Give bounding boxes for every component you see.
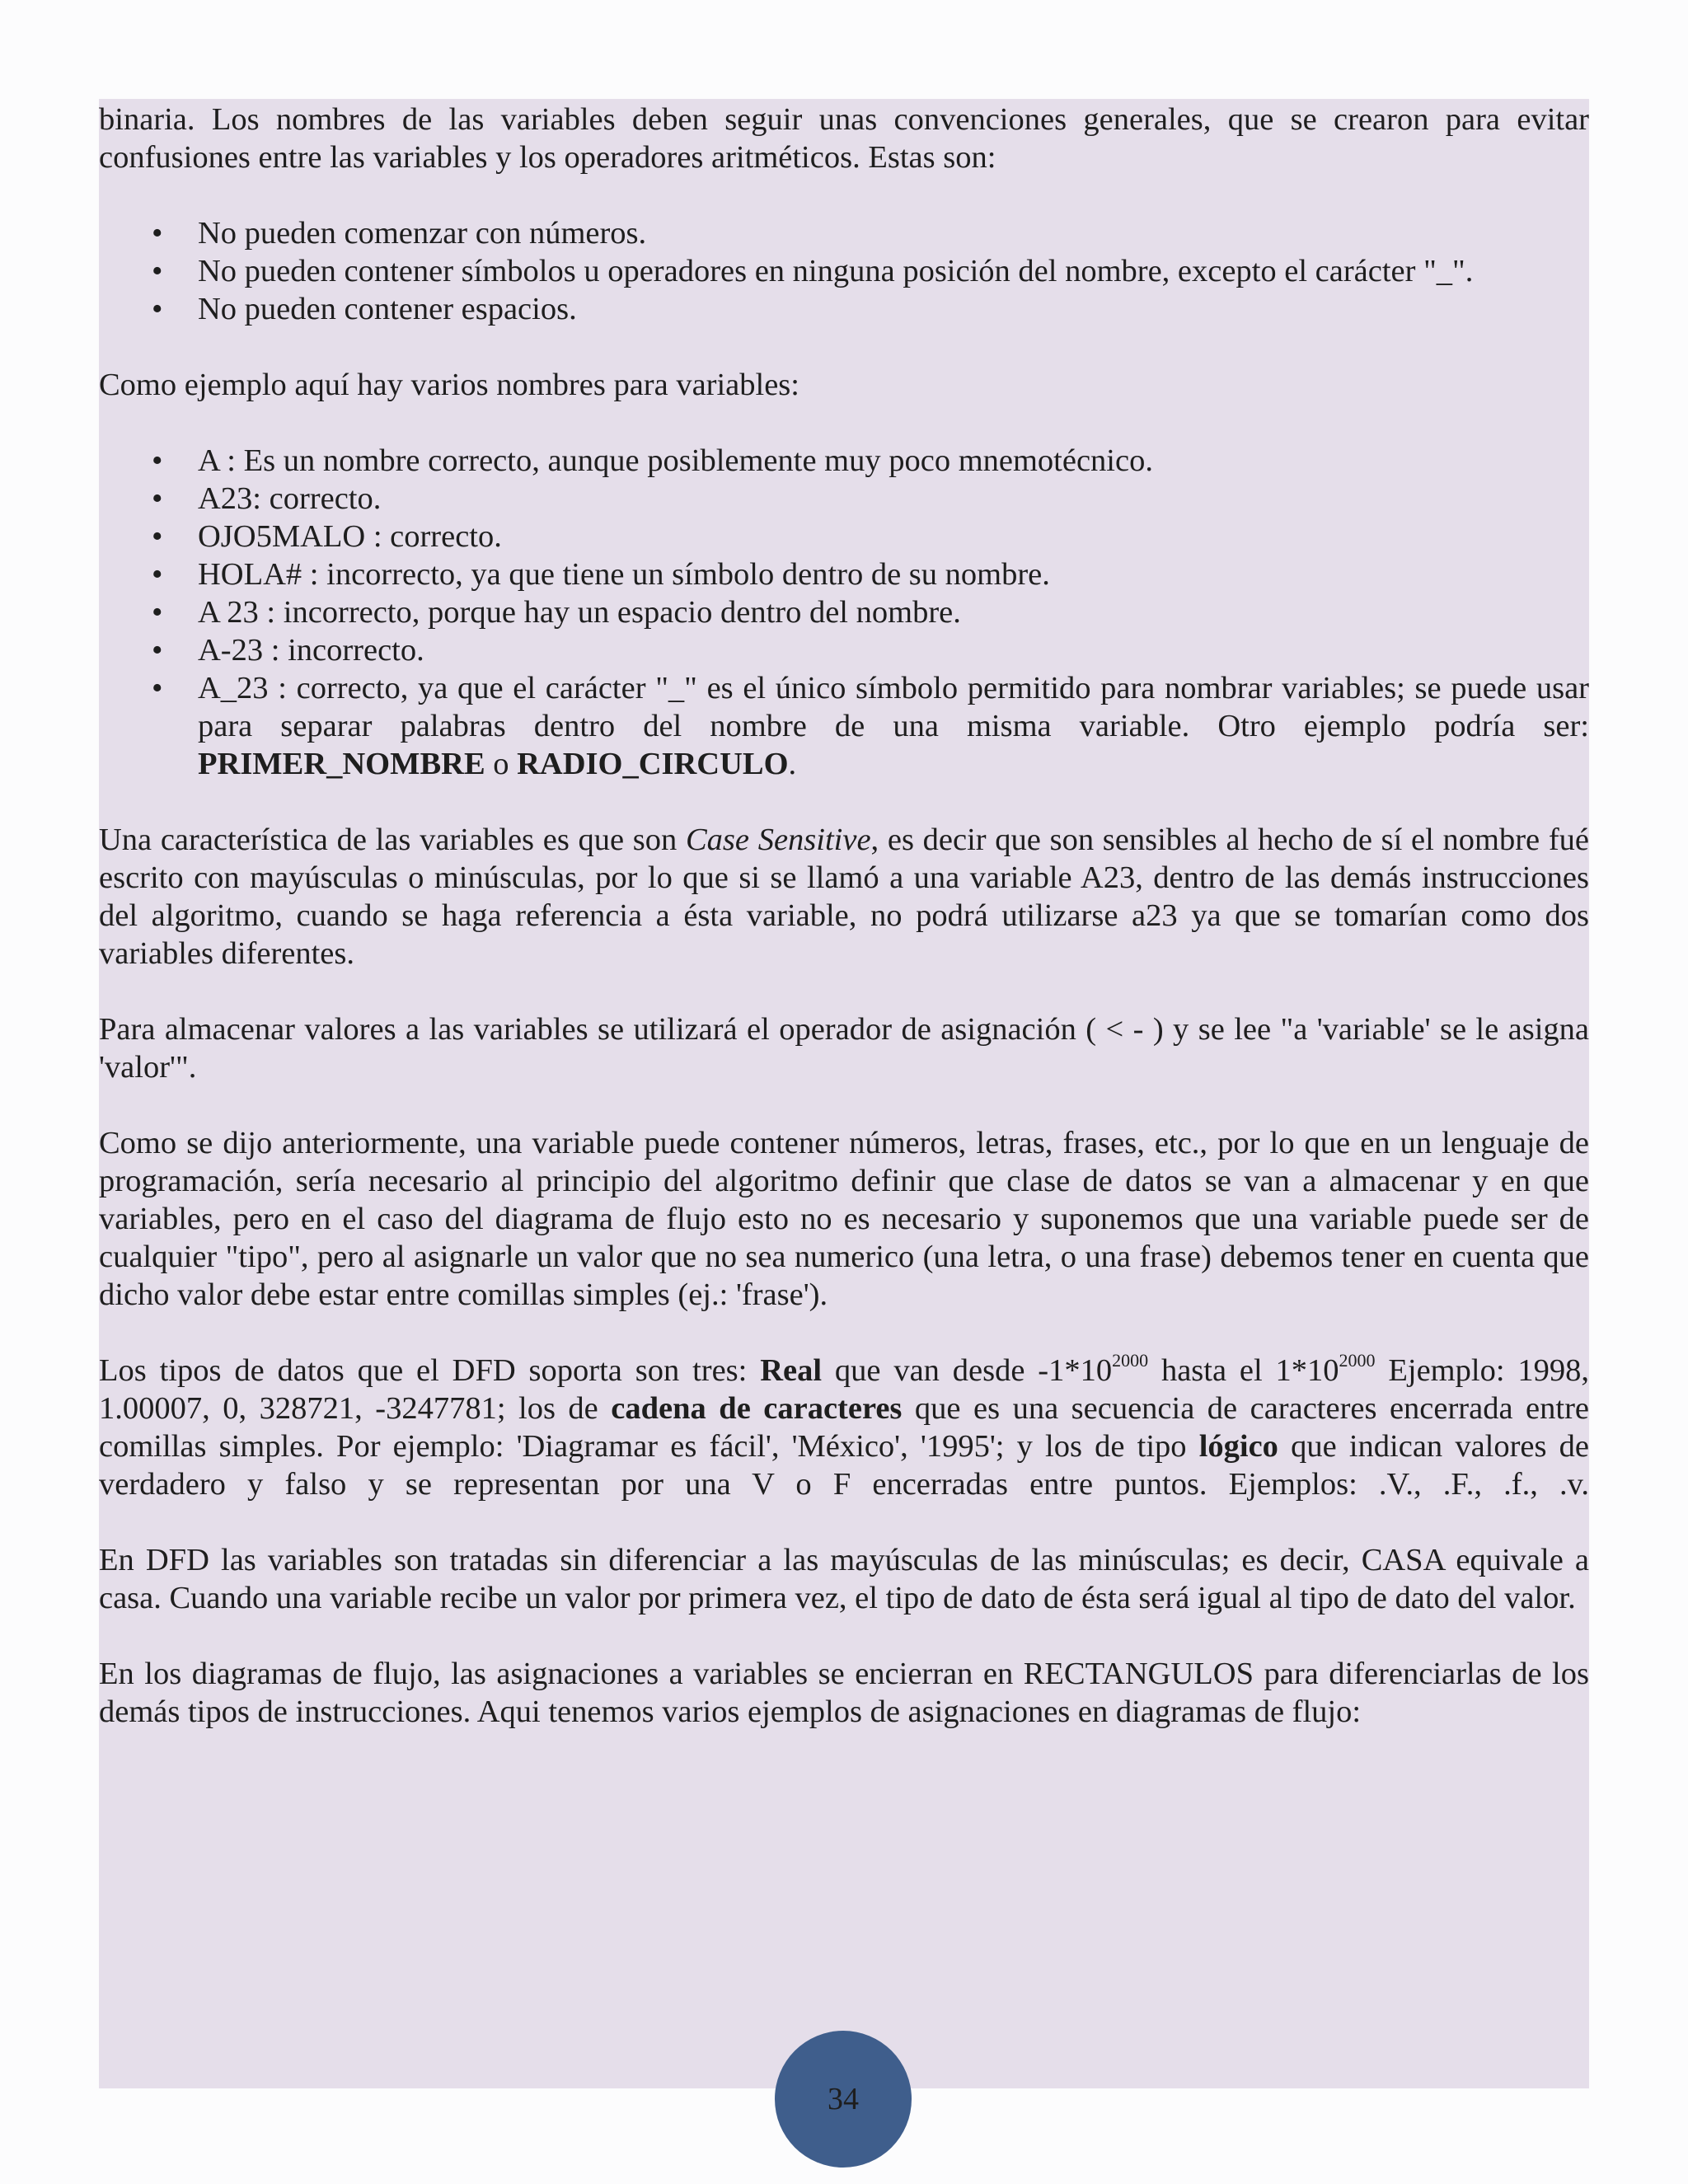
list-item: • A-23 : incorrecto.	[152, 633, 424, 668]
bullet-icon: •	[152, 216, 163, 251]
list-item: • A 23 : incorrecto, porque hay un espacio dentro del nombre.	[152, 595, 961, 630]
case-sensitive-paragraph: Una característica de las variables es que son Case Sensitive, es decir que son sensibles al hecho de sí el nombre fué escrito con mayúsculas o minúsculas, por lo que si se llamó a una variable A23, dentro de las demás instrucciones del algoritmo, cuando se haga referencia a ésta variable, no podrá utilizarse a23 ya que se tomarían como dos variables diferentes.	[99, 823, 1589, 971]
example-primer-nombre: PRIMER_NOMBRE	[198, 747, 485, 781]
list-item: • No pueden contener espacios.	[152, 292, 577, 326]
type-real: Real	[760, 1353, 823, 1388]
list-item: • A_23 : correcto, ya que el carácter "_" es el único símbolo permitido para nombrar variables; se puede usar para separar palabras dentro del nombre de una misma variable. Otro ejemplo podría ser: PRIMER_NOMBRE o RADIO_CIRCULO.	[152, 671, 1589, 781]
bullet-icon: •	[152, 254, 163, 288]
bullet-icon: •	[152, 595, 163, 630]
bullet-icon: •	[152, 292, 163, 326]
naming-rules-list	[99, 214, 1589, 328]
list-item: • A : Es un nombre correcto, aunque posiblemente muy poco mnemotécnico.	[152, 443, 1153, 478]
examples-intro: Como ejemplo aquí hay varios nombres para variables:	[99, 368, 799, 402]
dfd-types-paragraph: Los tipos de datos que el DFD soporta son tres: Real que van desde $-1*10^{2000}$ hasta el $1*10^{2000}$ Ejemplo: 1998, 1.00007, 0, 328721, -3247781; los de cadena de caracteres que es una secuencia de caracteres encerrada entre comillas simples. Por ejemplo: 'Diagramar es fácil', 'México', '1995'; y los de tipo lógico que indican valores de verdadero y falso y se representan por una V o F encerradas entre puntos. Ejemplos: .V., .F., .f., .v.	[99, 1350, 1589, 1502]
dfd-case-paragraph: En DFD las variables son tratadas sin diferenciar a las mayúsculas de las minúsculas; es decir, CASA equivale a casa. Cuando una variable recibe un valor por primera vez, el tipo de dato de ésta será igual al tipo de dato del valor.	[99, 1543, 1589, 1615]
examples-list	[99, 442, 1589, 783]
page-number-badge	[775, 2031, 912, 2168]
assignment-paragraph: Para almacenar valores a las variables se utilizará el operador de asignación ( < - ) y se lee "a 'variable' se le asigna 'valor'".	[99, 1012, 1589, 1085]
example-radio-circulo: RADIO_CIRCULO	[517, 747, 789, 781]
bullet-icon: •	[152, 633, 163, 668]
bullet-icon: •	[152, 557, 163, 592]
exponent: 2000	[1112, 1350, 1149, 1371]
rectangles-paragraph: En los diagramas de flujo, las asignaciones a variables se encierran en RECTANGULOS para diferenciarlas de los demás tipos de instrucciones. Aqui tenemos varios ejemplos de asignaciones en diagramas de flujo:	[99, 1657, 1589, 1729]
bullet-icon: •	[152, 519, 163, 554]
bullet-icon: •	[152, 443, 163, 478]
list-item: • A23: correcto.	[152, 481, 382, 516]
document-body	[99, 101, 1589, 1769]
intro-paragraph: binaria. Los nombres de las variables deben seguir unas convenciones generales, que se crearon para evitar confusiones entre las variables y los operadores aritméticos. Estas son:	[99, 102, 1589, 175]
page-number: 34	[828, 2082, 859, 2116]
case-sensitive-term: Case Sensitive	[686, 823, 871, 857]
list-item: • OJO5MALO : correcto.	[152, 519, 502, 554]
list-item: • No pueden contener símbolos u operadores en ninguna posición del nombre, excepto el carácter "_".	[152, 254, 1474, 288]
types-paragraph: Como se dijo anteriormente, una variable puede contener números, letras, frases, etc., por lo que en un lenguaje de programación, sería necesario al principio del algoritmo definir que clase de datos se van a almacenar y en que variables, pero en el caso del diagrama de flujo esto no es necesario y suponemos que una variable puede ser de cualquier "tipo", pero al asignarle un valor que no sea numerico (una letra, o una frase) debemos tener en cuenta que dicho valor debe estar entre comillas simples (ej.: 'frase').	[99, 1126, 1589, 1312]
list-item: • HOLA# : incorrecto, ya que tiene un símbolo dentro de su nombre.	[152, 557, 1050, 592]
bullet-icon: •	[152, 481, 163, 516]
bullet-icon: •	[152, 671, 163, 705]
list-item: • No pueden comenzar con números.	[152, 216, 647, 251]
type-cadena: cadena de caracteres	[611, 1391, 903, 1426]
type-logico: lógico	[1198, 1429, 1278, 1464]
exponent: 2000	[1339, 1350, 1376, 1371]
